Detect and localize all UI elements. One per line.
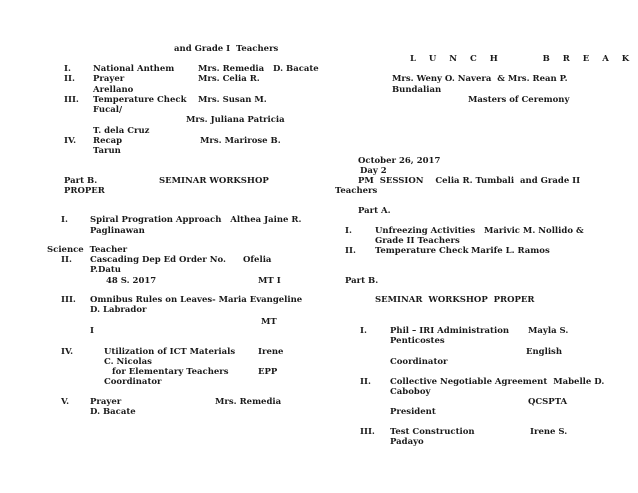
part-heading: Part A. — [358, 206, 391, 216]
item-person: Mrs. Remedia — [215, 397, 282, 407]
section-heading: SEMINAR WORKSHOP PROPER — [375, 295, 535, 305]
item-title-cont: for Elementary Teachers — [112, 367, 229, 377]
item-number: I. — [61, 215, 68, 225]
item-number: III. — [360, 427, 375, 437]
section-heading: SEMINAR WORKSHOP — [159, 176, 269, 186]
item-number: I. — [64, 64, 71, 74]
item-number: I. — [345, 226, 352, 236]
item-person-cont: T. dela Cruz — [93, 126, 150, 136]
item-person-cont: English — [526, 347, 563, 357]
lunch-break-heading: L U N C H B R E A K — [410, 54, 635, 64]
session-heading: PM SESSION Celia R. Tumbali and Grade II — [358, 176, 581, 186]
emcee-names: Mrs. Weny O. Navera & Mrs. Rean P. — [392, 74, 568, 84]
item-number: V. — [61, 397, 70, 407]
part-heading: Part B. — [345, 276, 379, 286]
item-number: III. — [61, 295, 76, 305]
item-number: II. — [64, 74, 75, 84]
item-title: Prayer — [90, 397, 122, 407]
session-heading-cont: Teachers — [335, 186, 378, 196]
item-person-cont: Coordinator — [390, 357, 448, 367]
item-person: Mrs. Marirose B. — [200, 136, 281, 146]
item-person-cont: D. Labrador — [90, 305, 147, 315]
item-title: National Anthem — [93, 64, 175, 74]
item-number: II. — [61, 255, 72, 265]
item-person-cont: Grade II Teachers — [375, 236, 460, 246]
item-person: Mrs. Celia R. — [198, 74, 260, 84]
item-person: Marife L. Ramos — [471, 246, 550, 256]
item-title: Omnibus Rules on Leaves- Maria Evangeline — [90, 295, 303, 305]
item-person-cont: MT I — [258, 276, 281, 286]
item-person: Mayla S. — [528, 326, 569, 336]
emcee-names-cont: Bundalian — [392, 85, 442, 95]
item-person-cont: Paglinawan — [90, 226, 145, 236]
item-person: Irene S. — [530, 427, 568, 437]
item-person-cont: Penticostes — [390, 336, 445, 346]
item-person-cont: President — [390, 407, 436, 417]
item-person-cont: Padayo — [390, 437, 424, 447]
emcee-role: Masters of Ceremony — [468, 95, 570, 105]
item-title: Unfreezing Activities Marivic M. Nollido & — [375, 226, 584, 236]
item-person-cont: Tarun — [93, 146, 121, 156]
item-person: Ofelia — [243, 255, 272, 265]
item-number: I. — [360, 326, 367, 336]
item-number: II. — [360, 377, 371, 387]
item-title: Prayer — [93, 74, 125, 84]
item-title: Temperature Check — [93, 95, 187, 105]
item-title: Temperature Check — [375, 246, 469, 256]
item-person-cont: P.Datu — [90, 265, 121, 275]
item-person: Mrs. Susan M. — [198, 95, 267, 105]
item-title: Phil – IRI Administration — [390, 326, 510, 336]
item-title-cont: Fucal/ — [93, 105, 123, 115]
item-person-cont: D. Bacate — [90, 407, 136, 417]
item-title-cont: 48 S. 2017 — [106, 276, 157, 286]
item-title: Utilization of ICT Materials — [104, 347, 236, 357]
item-number: II. — [345, 246, 356, 256]
item-person: Irene — [258, 347, 284, 357]
item-title: Spiral Progration Approach Althea Jaine R. — [90, 215, 302, 225]
item-person-cont: C. Nicolas — [104, 357, 152, 367]
item-person-cont: I — [90, 326, 94, 336]
session-day: Day 2 — [360, 166, 387, 176]
item-person: Mrs. Remedia D. Bacate — [198, 64, 319, 74]
section-heading-cont: PROPER — [64, 186, 105, 196]
item-person-cont: QCSPTA — [528, 397, 568, 407]
item-person-cont: EPP — [258, 367, 278, 377]
item-number: III. — [64, 95, 79, 105]
item-person-cont: Mrs. Juliana Patricia — [186, 115, 285, 125]
item-number: IV. — [64, 136, 77, 146]
part-heading: Part B. — [64, 176, 98, 186]
item-title: Recap — [93, 136, 123, 146]
item-number: IV. — [61, 347, 74, 357]
item-person-cont: Science Teacher — [47, 245, 128, 255]
item-title: Test Construction — [390, 427, 475, 437]
item-person-cont: Coordinator — [104, 377, 162, 387]
item-person-cont: Caboboy — [390, 387, 431, 397]
item-title: Cascading Dep Ed Order No. — [90, 255, 226, 265]
item-person-cont: Arellano — [93, 85, 134, 95]
program-line: and Grade I Teachers — [174, 44, 279, 54]
item-title: Collective Negotiable Agreement Mabelle D. — [390, 377, 605, 387]
item-person-cont: MT — [261, 317, 277, 327]
session-date: October 26, 2017 — [358, 156, 441, 166]
